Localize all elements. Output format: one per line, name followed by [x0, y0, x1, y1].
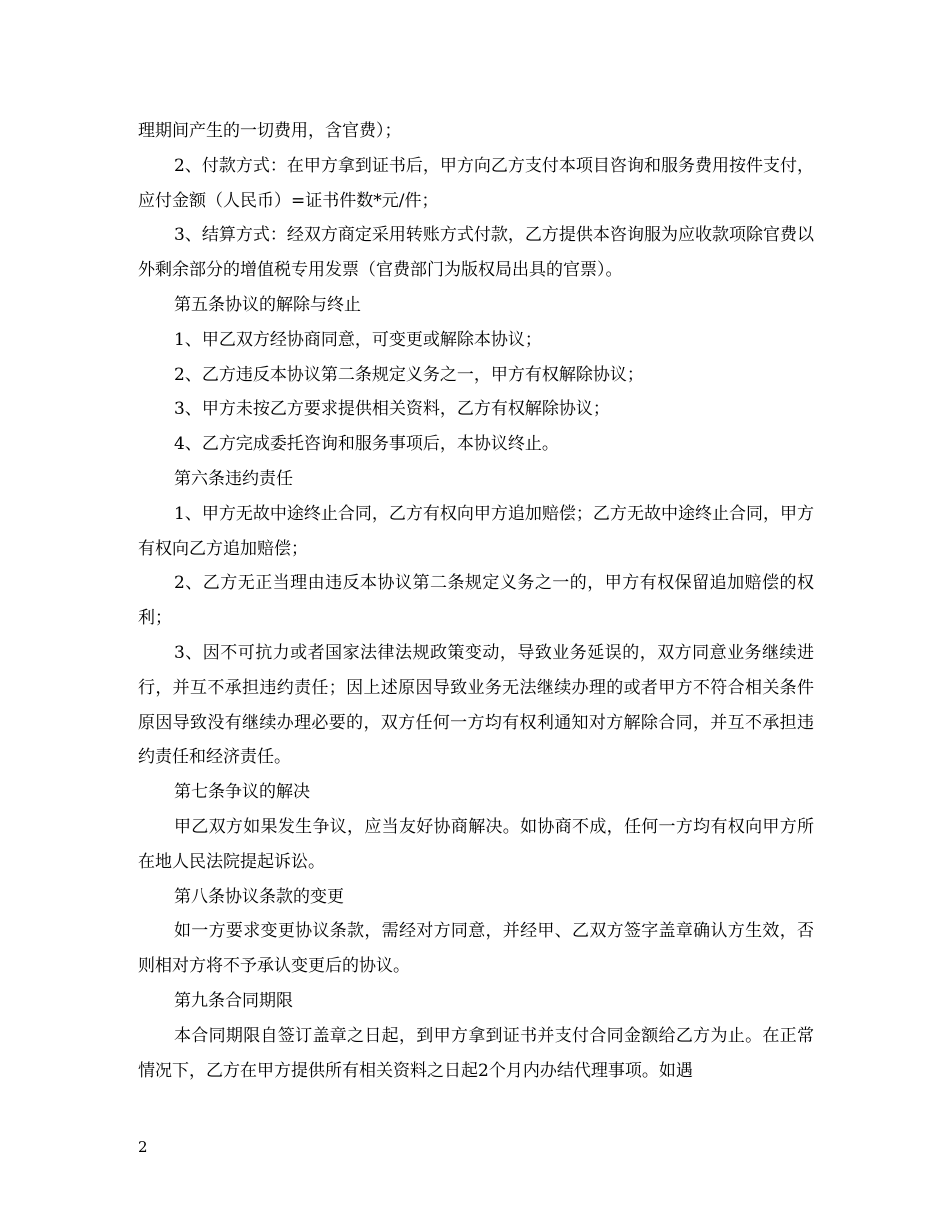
paragraph-article-5-item-3: 3、甲方未按乙方要求提供相关资料，乙方有权解除协议；: [174, 399, 610, 420]
page-number: 2: [138, 1138, 148, 1156]
paragraph-article-6-item-1: 1、甲方无故中途终止合同，乙方有权向甲方追加赔偿；乙方无故中途终止合同，甲方有权向乙方追加赔偿；: [138, 503, 814, 559]
paragraph-article-9-body: 本合同期限自签订盖章之日起，到甲方拿到证书并支付合同金额给乙方为止。在正常情况下，乙方在甲方提供所有相关资料之日起2个月内办结代理事项。如遇: [138, 1025, 814, 1081]
document-body: [138, 114, 814, 1088]
paragraph-article-6-item-2: 2、乙方无正当理由违反本协议第二条规定义务之一的，甲方有权保留追加赔偿的权利；: [138, 573, 814, 629]
section-heading-article-7: 第七条争议的解决: [174, 782, 310, 803]
section-heading-article-5: 第五条协议的解除与终止: [174, 294, 361, 315]
paragraph-article-5-item-2: 2、乙方违反本协议第二条规定义务之一，甲方有权解除协议；: [174, 364, 644, 385]
paragraph-payment-method: 2、付款方式：在甲方拿到证书后，甲方向乙方支付本项目咨询和服务费用按件支付，应付金额（人民币）=证书件数*元/件；: [138, 155, 814, 211]
section-heading-article-8: 第八条协议条款的变更: [174, 886, 344, 907]
paragraph-article-8-body: 如一方要求变更协议条款，需经对方同意，并经甲、乙双方签字盖章确认方生效，否则相对方将不予承认变更后的协议。: [138, 921, 814, 977]
section-heading-article-6: 第六条违约责任: [174, 468, 293, 489]
paragraph-article-6-item-3: 3、因不可抗力或者国家法律法规政策变动，导致业务延误的，双方同意业务继续进行，并互不承担违约责任；因上述原因导致业务无法继续办理的或者甲方不符合相关条件原因导致没有继续办理必要的，双方任何一方均有权利通知对方解除合同，并互不承担违约责任和经济责任。: [138, 642, 814, 768]
paragraph-settlement-method: 3、结算方式：经双方商定采用转账方式付款，乙方提供本咨询服为应收款项除官费以外剩余部分的增值税专用发票（官费部门为版权局出具的官票）。: [138, 225, 814, 281]
paragraph-article-5-item-1: 1、甲乙双方经协商同意，可变更或解除本协议；: [174, 329, 542, 350]
paragraph-article-5-item-4: 4、乙方完成委托咨询和服务事项后，本协议终止。: [174, 434, 559, 455]
section-heading-article-9: 第九条合同期限: [174, 990, 293, 1011]
paragraph-continuation: 理期间产生的一切费用，含官费）；: [138, 121, 402, 141]
paragraph-article-7-body: 甲乙双方如果发生争议，应当友好协商解决。如协商不成，任何一方均有权向甲方所在地人民法院提起诉讼。: [138, 816, 814, 872]
